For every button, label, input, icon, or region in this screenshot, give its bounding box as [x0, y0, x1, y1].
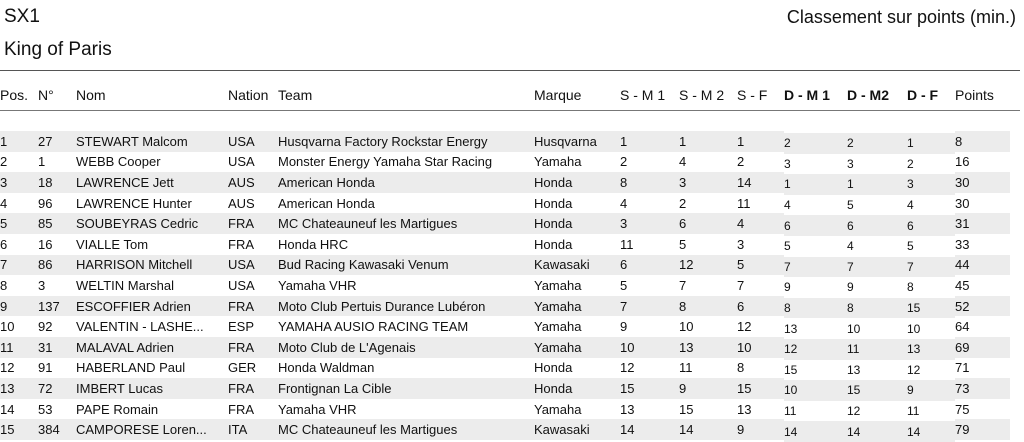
- cell-s-m1: 12: [620, 358, 679, 379]
- cell-name: STEWART Malcom: [76, 131, 228, 152]
- col-header-s-m1: S - M 1: [620, 87, 666, 103]
- table-row: [0, 152, 1010, 173]
- cell-name: LAWRENCE Hunter: [76, 193, 228, 214]
- cell-number: 137: [38, 296, 76, 317]
- cell-brand: Husqvarna: [534, 131, 620, 152]
- cell-brand: Yamaha: [534, 296, 620, 317]
- cell-s-f: 4: [737, 213, 784, 234]
- cell-nation: USA: [228, 255, 278, 276]
- cell-brand: Yamaha: [534, 275, 620, 296]
- cell-name: WEBB Cooper: [76, 152, 228, 173]
- cell-points: 30: [955, 193, 1010, 214]
- cell-s-f: 10: [737, 337, 784, 358]
- cell-nation: FRA: [228, 337, 278, 358]
- cell-s-f: 15: [737, 378, 784, 399]
- col-header-pos: Pos.: [0, 87, 29, 103]
- cell-name: PAPE Romain: [76, 399, 228, 420]
- cell-nation: FRA: [228, 296, 278, 317]
- table-row: [0, 316, 1010, 337]
- cell-number: 27: [38, 131, 76, 152]
- cell-s-m2: 10: [679, 316, 737, 337]
- results-table: [0, 87, 1010, 440]
- cell-s-m1: 15: [620, 378, 679, 399]
- cell-d-m1: 1: [784, 174, 847, 195]
- cell-number: 31: [38, 337, 76, 358]
- col-header-points: Points: [955, 87, 994, 103]
- table-row: [0, 296, 1010, 317]
- cell-s-m2: 6: [679, 213, 737, 234]
- cell-points: 30: [955, 172, 1010, 193]
- cell-d-f: 13: [907, 339, 955, 360]
- cell-d-f: 14: [907, 421, 955, 442]
- cell-d-m1: 10: [784, 380, 847, 401]
- cell-number: 18: [38, 172, 76, 193]
- cell-d-m1: 11: [784, 401, 847, 422]
- cell-d-m2: 8: [847, 298, 907, 319]
- cell-nation: FRA: [228, 234, 278, 255]
- cell-s-m1: 9: [620, 316, 679, 337]
- cell-nation: ESP: [228, 316, 278, 337]
- event-subtitle: King of Paris: [4, 39, 112, 60]
- cell-nation: AUS: [228, 172, 278, 193]
- cell-nation: ITA: [228, 419, 278, 440]
- cell-pos: 11: [0, 337, 38, 358]
- cell-d-f: 4: [907, 195, 955, 216]
- col-header-s-m2: S - M 2: [679, 87, 725, 103]
- cell-team: Yamaha VHR: [278, 399, 534, 420]
- cell-team: American Honda: [278, 193, 534, 214]
- cell-nation: GER: [228, 358, 278, 379]
- cell-pos: 6: [0, 234, 38, 255]
- cell-number: 91: [38, 358, 76, 379]
- cell-nation: FRA: [228, 213, 278, 234]
- col-header-d-m2: D - M2: [847, 87, 889, 103]
- cell-s-m1: 7: [620, 296, 679, 317]
- cell-s-m1: 6: [620, 255, 679, 276]
- table-row: [0, 193, 1010, 214]
- cell-team: Honda HRC: [278, 234, 534, 255]
- cell-pos: 8: [0, 275, 38, 296]
- cell-brand: Kawasaki: [534, 419, 620, 440]
- cell-team: Monster Energy Yamaha Star Racing: [278, 152, 534, 173]
- cell-d-f: 10: [907, 318, 955, 339]
- cell-s-f: 3: [737, 234, 784, 255]
- cell-d-f: 7: [907, 257, 955, 278]
- cell-d-m2: 13: [847, 360, 907, 381]
- cell-team: Frontignan La Cible: [278, 378, 534, 399]
- cell-d-m2: 7: [847, 257, 907, 278]
- cell-s-m2: 12: [679, 255, 737, 276]
- cell-s-f: 11: [737, 193, 784, 214]
- cell-points: 45: [955, 275, 1010, 296]
- cell-s-f: 14: [737, 172, 784, 193]
- table-row: [0, 337, 1010, 358]
- cell-d-f: 12: [907, 360, 955, 381]
- cell-s-f: 12: [737, 316, 784, 337]
- cell-name: MALAVAL Adrien: [76, 337, 228, 358]
- cell-d-m1: 13: [784, 318, 847, 339]
- table-row: [0, 378, 1010, 399]
- table-row: [0, 131, 1010, 152]
- cell-d-m1: 2: [784, 133, 847, 154]
- col-header-brand: Marque: [534, 87, 582, 103]
- cell-d-m2: 12: [847, 401, 907, 422]
- cell-nation: USA: [228, 131, 278, 152]
- cell-name: SOUBEYRAS Cedric: [76, 213, 228, 234]
- cell-name: ESCOFFIER Adrien: [76, 296, 228, 317]
- cell-d-f: 3: [907, 174, 955, 195]
- cell-brand: Honda: [534, 234, 620, 255]
- cell-d-m2: 11: [847, 339, 907, 360]
- cell-brand: Honda: [534, 213, 620, 234]
- table-row: [0, 399, 1010, 420]
- cell-points: 69: [955, 337, 1010, 358]
- cell-s-f: 8: [737, 358, 784, 379]
- cell-points: 52: [955, 296, 1010, 317]
- cell-team: MC Chateauneuf les Martigues: [278, 213, 534, 234]
- cell-brand: Honda: [534, 378, 620, 399]
- cell-pos: 5: [0, 213, 38, 234]
- cell-s-m1: 2: [620, 152, 679, 173]
- cell-d-f: 15: [907, 298, 955, 319]
- cell-d-f: 8: [907, 277, 955, 298]
- cell-d-m1: 5: [784, 236, 847, 257]
- cell-d-m2: 10: [847, 318, 907, 339]
- cell-s-m1: 1: [620, 131, 679, 152]
- cell-points: 8: [955, 131, 1010, 152]
- cell-s-m2: 1: [679, 131, 737, 152]
- cell-s-f: 1: [737, 131, 784, 152]
- cell-d-m1: 7: [784, 257, 847, 278]
- cell-number: 53: [38, 399, 76, 420]
- table-row: [0, 213, 1010, 234]
- cell-d-m1: 8: [784, 298, 847, 319]
- page-title: SX1: [4, 6, 40, 27]
- table-row: [0, 255, 1010, 276]
- cell-name: CAMPORESE Loren...: [76, 419, 228, 440]
- cell-d-m2: 9: [847, 277, 907, 298]
- cell-points: 16: [955, 152, 1010, 173]
- cell-s-m2: 13: [679, 337, 737, 358]
- cell-brand: Yamaha: [534, 399, 620, 420]
- cell-pos: 4: [0, 193, 38, 214]
- cell-points: 79: [955, 419, 1010, 440]
- cell-s-m1: 8: [620, 172, 679, 193]
- cell-pos: 12: [0, 358, 38, 379]
- cell-d-f: 2: [907, 154, 955, 175]
- cell-nation: USA: [228, 152, 278, 173]
- table-row: [0, 419, 1010, 440]
- cell-points: 73: [955, 378, 1010, 399]
- cell-pos: 13: [0, 378, 38, 399]
- cell-s-m2: 15: [679, 399, 737, 420]
- cell-pos: 1: [0, 131, 38, 152]
- cell-team: MC Chateauneuf les Martigues: [278, 419, 534, 440]
- cell-s-m2: 7: [679, 275, 737, 296]
- cell-nation: USA: [228, 275, 278, 296]
- cell-points: 44: [955, 255, 1010, 276]
- cell-d-m2: 15: [847, 380, 907, 401]
- cell-name: HABERLAND Paul: [76, 358, 228, 379]
- cell-d-m1: 6: [784, 215, 847, 236]
- cell-d-m1: 14: [784, 421, 847, 442]
- cell-s-f: 13: [737, 399, 784, 420]
- cell-number: 72: [38, 378, 76, 399]
- cell-d-m1: 4: [784, 195, 847, 216]
- cell-d-m1: 12: [784, 339, 847, 360]
- cell-s-m2: 11: [679, 358, 737, 379]
- cell-s-m1: 11: [620, 234, 679, 255]
- col-header-d-f: D - F: [907, 87, 939, 103]
- cell-pos: 2: [0, 152, 38, 173]
- cell-brand: Honda: [534, 193, 620, 214]
- cell-d-m1: 3: [784, 154, 847, 175]
- ranking-type-title: Classement sur points (min.): [786, 7, 1016, 27]
- cell-brand: Yamaha: [534, 152, 620, 173]
- cell-points: 71: [955, 358, 1010, 379]
- col-header-nation: Nation: [228, 87, 269, 103]
- cell-pos: 9: [0, 296, 38, 317]
- cell-s-m2: 4: [679, 152, 737, 173]
- col-header-s-f: S - F: [737, 87, 768, 103]
- cell-d-m2: 2: [847, 133, 907, 154]
- cell-number: 384: [38, 419, 76, 440]
- cell-number: 16: [38, 234, 76, 255]
- cell-pos: 15: [0, 419, 38, 440]
- cell-d-m2: 1: [847, 174, 907, 195]
- cell-pos: 7: [0, 255, 38, 276]
- cell-brand: Yamaha: [534, 316, 620, 337]
- cell-s-m2: 14: [679, 419, 737, 440]
- cell-d-m2: 5: [847, 195, 907, 216]
- cell-brand: Honda: [534, 358, 620, 379]
- cell-s-m2: 3: [679, 172, 737, 193]
- table-row: [0, 275, 1010, 296]
- cell-d-f: 5: [907, 236, 955, 257]
- cell-number: 86: [38, 255, 76, 276]
- cell-name: LAWRENCE Jett: [76, 172, 228, 193]
- cell-name: HARRISON Mitchell: [76, 255, 228, 276]
- cell-nation: FRA: [228, 399, 278, 420]
- table-row: [0, 172, 1010, 193]
- cell-d-f: 9: [907, 380, 955, 401]
- cell-nation: AUS: [228, 193, 278, 214]
- cell-number: 85: [38, 213, 76, 234]
- cell-number: 96: [38, 193, 76, 214]
- cell-d-m2: 4: [847, 236, 907, 257]
- cell-s-f: 9: [737, 419, 784, 440]
- cell-team: Honda Waldman: [278, 358, 534, 379]
- cell-d-m2: 14: [847, 421, 907, 442]
- table-row: [0, 234, 1010, 255]
- cell-team: YAMAHA AUSIO RACING TEAM: [278, 316, 534, 337]
- col-header-name: Nom: [76, 87, 106, 103]
- cell-s-m1: 14: [620, 419, 679, 440]
- table-row: [0, 358, 1010, 379]
- cell-d-m2: 3: [847, 154, 907, 175]
- cell-brand: Yamaha: [534, 337, 620, 358]
- cell-team: Husqvarna Factory Rockstar Energy: [278, 131, 534, 152]
- cell-s-f: 7: [737, 275, 784, 296]
- header-divider: [0, 70, 1020, 71]
- cell-s-m1: 4: [620, 193, 679, 214]
- cell-team: Yamaha VHR: [278, 275, 534, 296]
- cell-number: 92: [38, 316, 76, 337]
- cell-s-m1: 13: [620, 399, 679, 420]
- cell-d-m1: 9: [784, 277, 847, 298]
- cell-d-f: 1: [907, 133, 955, 154]
- cell-name: WELTIN Marshal: [76, 275, 228, 296]
- cell-s-f: 2: [737, 152, 784, 173]
- cell-pos: 10: [0, 316, 38, 337]
- cell-points: 64: [955, 316, 1010, 337]
- cell-d-m1: 15: [784, 360, 847, 381]
- cell-d-f: 6: [907, 215, 955, 236]
- cell-brand: Honda: [534, 172, 620, 193]
- col-header-d-m1: D - M 1: [784, 87, 830, 103]
- cell-nation: FRA: [228, 378, 278, 399]
- cell-d-f: 11: [907, 401, 955, 422]
- col-header-team: Team: [278, 87, 313, 103]
- cell-s-m1: 3: [620, 213, 679, 234]
- cell-points: 31: [955, 213, 1010, 234]
- cell-s-m2: 9: [679, 378, 737, 399]
- cell-s-f: 5: [737, 255, 784, 276]
- cell-name: IMBERT Lucas: [76, 378, 228, 399]
- cell-name: VALENTIN - LASHE...: [76, 316, 228, 337]
- cell-team: American Honda: [278, 172, 534, 193]
- cell-team: Bud Racing Kawasaki Venum: [278, 255, 534, 276]
- cell-name: VIALLE Tom: [76, 234, 228, 255]
- col-header-number: N°: [38, 87, 54, 103]
- cell-number: 1: [38, 152, 76, 173]
- cell-team: Moto Club Pertuis Durance Lubéron: [278, 296, 534, 317]
- cell-s-m2: 2: [679, 193, 737, 214]
- cell-team: Moto Club de L'Agenais: [278, 337, 534, 358]
- cell-d-m2: 6: [847, 215, 907, 236]
- cell-s-m2: 5: [679, 234, 737, 255]
- cell-number: 3: [38, 275, 76, 296]
- cell-s-m2: 8: [679, 296, 737, 317]
- cell-points: 75: [955, 399, 1010, 420]
- cell-s-f: 6: [737, 296, 784, 317]
- cell-brand: Kawasaki: [534, 255, 620, 276]
- table-header-row: [0, 87, 1010, 111]
- cell-points: 33: [955, 234, 1010, 255]
- cell-s-m1: 5: [620, 275, 679, 296]
- cell-pos: 14: [0, 399, 38, 420]
- cell-s-m1: 10: [620, 337, 679, 358]
- cell-pos: 3: [0, 172, 38, 193]
